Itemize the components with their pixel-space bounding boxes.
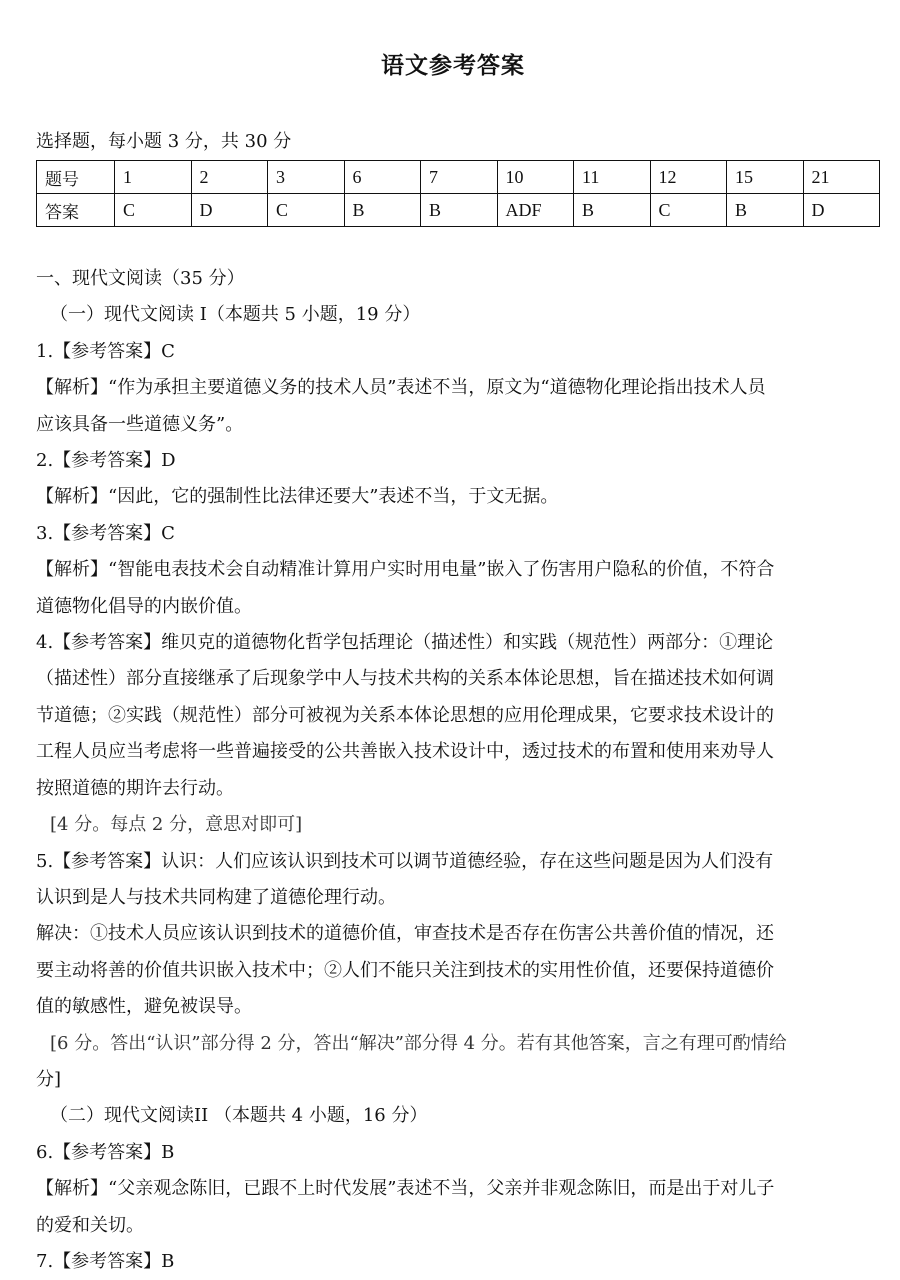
choice-intro: 选择题，每小题 3 分，共 30 分 (36, 131, 292, 152)
answer-line: 1.【参考答案】C (36, 340, 175, 362)
answer-line: 认识到是人与技术共同构建了道德伦理行动。 (36, 886, 396, 908)
answer-cell: ADF (497, 194, 574, 227)
answer-cell: B (344, 194, 421, 227)
answer-body (36, 261, 870, 1280)
answer-line: 6.【参考答案】B (36, 1141, 175, 1163)
explanation-line: 【解析】“因此，它的强制性比法律还要大”表述不当，于文无据。 (36, 486, 559, 508)
question-number: 6 (344, 161, 421, 194)
scoring-note: [4 分。每点 2 分，意思对即可] (50, 814, 303, 836)
answer-line: 2.【参考答案】D (36, 450, 176, 472)
answer-line: 工程人员应当考虑将一些普遍接受的公共善嵌入技术设计中，透过技术的布置和使用来劝导人 (36, 741, 774, 763)
answer-line: 值的敏感性，避免被误导。 (36, 996, 252, 1018)
explanation-line: 的爱和关切。 (36, 1214, 144, 1236)
answer-line: 4.【参考答案】维贝克的道德物化哲学包括理论（描述性）和实践（规范性）两部分：①理论 (36, 632, 774, 654)
answer-cell: B (574, 194, 651, 227)
page-title: 语文参考答案 (381, 52, 525, 79)
question-number: 10 (497, 161, 574, 194)
answer-line: 节道德；②实践（规范性）部分可被视为关系本体论思想的应用伦理成果，它要求技术设计的 (36, 704, 774, 726)
scoring-note-continued: 分] (36, 1068, 62, 1090)
subsection-heading: （一）现代文阅读 I（本题共 5 小题，19 分） (50, 304, 421, 326)
answer-cell: C (268, 194, 345, 227)
explanation-line: 【解析】“父亲观念陈旧，已跟不上时代发展”表述不当，父亲并非观念陈旧，而是出于对儿子 (36, 1178, 775, 1200)
explanation-line: 应该具备一些道德义务”。 (36, 413, 244, 435)
answer-cell: D (803, 194, 880, 227)
explanation-line: 【解析】“作为承担主要道德义务的技术人员”表述不当，原文为“道德物化理论指出技术人员 (36, 377, 766, 399)
answer-line: （描述性）部分直接继承了后现象学中人与技术共构的关系本体论思想，旨在描述技术如何调 (36, 668, 774, 690)
answer-line: 按照道德的期许去行动。 (36, 777, 234, 799)
section-heading: 一、现代文阅读（35 分） (36, 268, 245, 289)
explanation-line: 【解析】“智能电表技术会自动精准计算用户实时用电量”嵌入了伤害用户隐私的价值，不符合 (36, 559, 775, 581)
answer-cell: B (421, 194, 498, 227)
question-number: 15 (727, 161, 804, 194)
answer-line: 要主动将善的价值共识嵌入技术中；②人们不能只关注到技术的实用性价值，还要保持道德价 (36, 959, 774, 981)
answer-line: 解决：①技术人员应该认识到技术的道德价值，审查技术是否存在伤害公共善价值的情况，还 (36, 923, 774, 945)
scoring-note: [6 分。答出“认识”部分得 2 分，答出“解决”部分得 4 分。若有其他答案，言之有理可酌情给 (50, 1032, 787, 1054)
answer-cell: D (191, 194, 268, 227)
answer-table (36, 160, 880, 227)
subsection-heading: （二）现代文阅读II （本题共 4 小题，16 分） (50, 1105, 428, 1127)
answer-line: 3.【参考答案】C (36, 522, 175, 544)
answer-cell: C (115, 194, 192, 227)
table-row-questions (37, 161, 880, 194)
explanation-line: 道德物化倡导的内嵌价值。 (36, 595, 252, 617)
question-number: 7 (421, 161, 498, 194)
answer-line: 7.【参考答案】B (36, 1250, 175, 1272)
question-number: 3 (268, 161, 345, 194)
answer-cell: C (650, 194, 727, 227)
question-number: 12 (650, 161, 727, 194)
question-number: 11 (574, 161, 651, 194)
question-number: 21 (803, 161, 880, 194)
question-number: 2 (191, 161, 268, 194)
answer-line: 5.【参考答案】认识：人们应该认识到技术可以调节道德经验，存在这些问题是因为人们没有 (36, 850, 774, 872)
row-label-answer: 答案 (37, 194, 115, 227)
question-number: 1 (115, 161, 192, 194)
row-label-question: 题号 (37, 161, 115, 194)
answer-cell: B (727, 194, 804, 227)
table-row-answers (37, 194, 880, 227)
